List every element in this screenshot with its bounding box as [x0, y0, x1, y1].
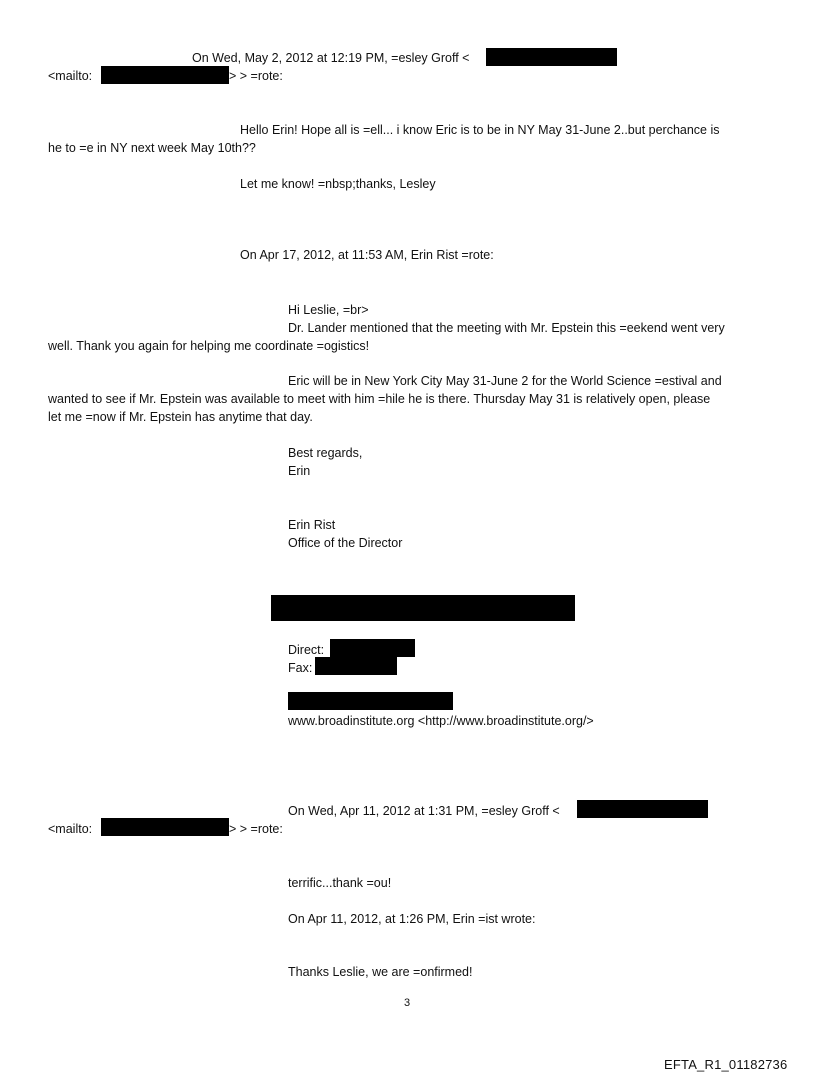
mailto-prefix-1: <mailto:: [48, 69, 93, 83]
page-number: 3: [404, 997, 411, 1009]
mailto-prefix-3: <mailto:: [48, 822, 93, 836]
body2-closing1: Best regards,: [288, 446, 363, 460]
body1-para1-cont: he to =e in NY next week May 10th??: [48, 141, 256, 155]
mailto-suffix-3: > > =rote:: [229, 822, 283, 836]
body2-p1-line1: Dr. Lander mentioned that the meeting with Mr. Epstein this =eekend went very: [288, 321, 725, 335]
redacted-email-block-2: [577, 800, 708, 818]
signature-direct-label: Direct:: [288, 643, 325, 657]
bates-number: EFTA_R1_01182736: [664, 1057, 788, 1072]
body2-p2-line3: let me =now if Mr. Epstein has anytime that day.: [48, 410, 313, 424]
body2-closing2: Erin: [288, 464, 311, 478]
signature-name: Erin Rist: [288, 518, 336, 532]
body3-reply: terrific...thank =ou!: [288, 876, 392, 890]
redacted-fax-block: [315, 657, 397, 675]
redacted-address-block: [271, 595, 575, 621]
signature-fax-label: Fax:: [288, 661, 313, 675]
body3-reply2: Thanks Leslie, we are =onfirmed!: [288, 965, 473, 979]
redacted-phone-block: [330, 639, 415, 657]
email-header-1-text: On Wed, May 2, 2012 at 12:19 PM, =esley Groff <: [192, 51, 470, 65]
redacted-email-signature-block: [288, 692, 453, 710]
redacted-mailto-block-2: [101, 818, 229, 836]
redacted-email-block: [486, 48, 617, 66]
body2-p1-line2: well. Thank you again for helping me coordinate =ogistics!: [48, 339, 370, 353]
email-header-4: On Apr 11, 2012, at 1:26 PM, Erin =ist wrote:: [288, 912, 536, 926]
email-header-2: On Apr 17, 2012, at 11:53 AM, Erin Rist =rote:: [240, 248, 494, 262]
mailto-suffix-1: > > =rote:: [229, 69, 283, 83]
email-header-1: [192, 49, 469, 67]
body2-p2-line1: Eric will be in New York City May 31-June 2 for the World Science =estival and: [288, 374, 722, 388]
signature-title: Office of the Director: [288, 536, 403, 550]
body2-greeting: Hi Leslie, =br>: [288, 303, 369, 317]
body2-p2-line2: wanted to see if Mr. Epstein was available to meet with him =hile he is there. Thursday May 31 is relatively open, please: [48, 392, 711, 406]
signature-website: www.broadinstitute.org <http://www.broadinstitute.org/>: [288, 714, 594, 728]
body1-para1: Hello Erin! Hope all is =ell... i know Eric is to be in NY May 31-June 2..but perchance is: [240, 123, 720, 137]
body1-para2: Let me know! =nbsp;thanks, Lesley: [240, 177, 436, 191]
redacted-mailto-block: [101, 66, 229, 84]
email-header-3: On Wed, Apr 11, 2012 at 1:31 PM, =esley Groff <: [288, 804, 560, 818]
